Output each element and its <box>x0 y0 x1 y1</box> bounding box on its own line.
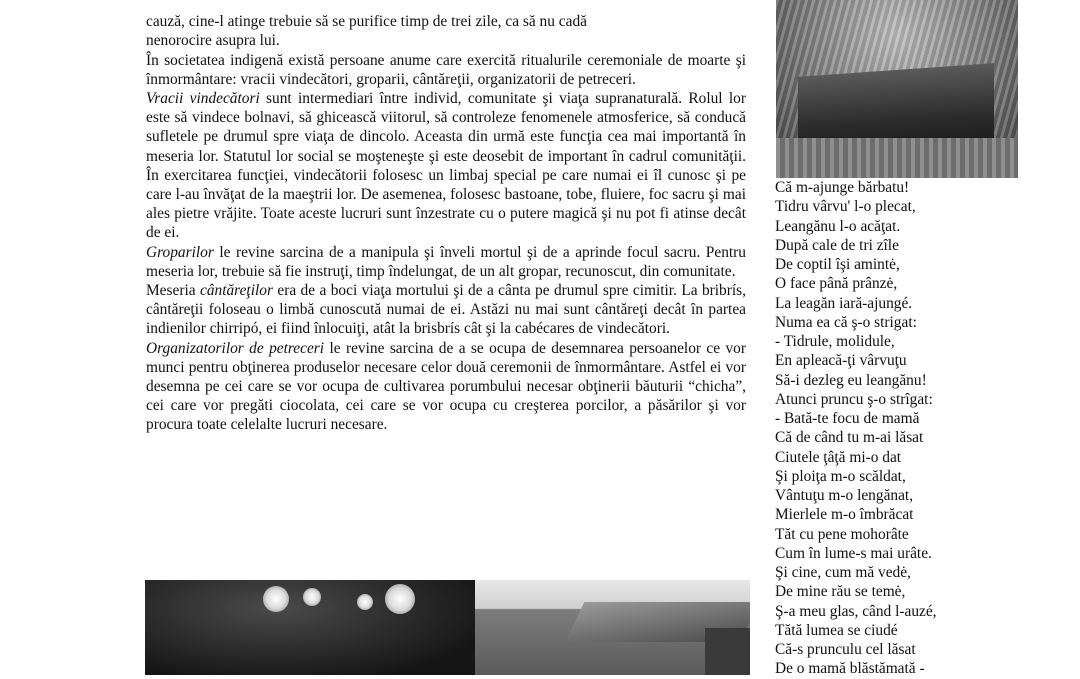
term-organizers: Organizatorilor de petreceri <box>146 339 325 357</box>
poem-line: Atunci pruncu ş-o strîgat: <box>775 390 933 408</box>
singers-intro: Meseria <box>146 282 200 300</box>
poem-line: După cale de tri zîle <box>775 236 899 254</box>
poem-line: O face până prânzė, <box>775 275 898 293</box>
poem-line: Cum în lume-s mai urâte. <box>775 544 932 562</box>
poem-line: Şi cine, cum mă vedė, <box>775 564 911 581</box>
poem-line: Tătă lumea se ciudé <box>775 621 898 639</box>
poem-line: De o mamă blăstămată - <box>775 660 925 678</box>
photo-hut <box>705 628 750 675</box>
organizers-text: le revine sarcina de a se ocupa de desemnarea persoanelor ce vor munci pentru obţinerea produselor necesare celor două ceremonii de înmormântare. Astfel ei vor desemna pe cei care se vor ocupa de cultivarea porumbului necesar obţinerii băuturii “chicha”, cei care vor pregăti ciocolata, cei care se vor ocupa cu creşterea porcilor, a păsărilor şi vor procura toate celelalte lucruri necesare. <box>146 339 746 434</box>
poem-line: Că-s prunculu cel lăsat <box>775 641 916 658</box>
poem-line: Şi ploiţa m-o scăldat, <box>775 467 906 485</box>
poem-line: Ciutele ţâţă mi-o dat <box>775 448 902 466</box>
poem-line: Tăt cu pene mohorâte <box>775 525 909 543</box>
paragraph-continued-line-1: cauză, cine-l atinge trebuie să se purifice timp de trei zile, ca să nu cadă <box>146 13 587 31</box>
singers-text: era de a boci viaţa mortului şi de a cânta pe drumul spre cimitir. La bribrís, cântăreţii foloseau o limbă cunoscută numai de ei. Astăzi nu mai sunt cântăreţi decât în partea indienilor chirripó, ei fiind înlocuiţi, atât la brisbrís cât şi la cabécares de vindecători. <box>146 282 746 338</box>
poem-line: Numa ea că ş-o strigat: <box>775 313 917 331</box>
poem-line: Mierlele m-o îmbrăcat <box>775 506 914 524</box>
poem-line: Leangănu l-o acăţat. <box>775 217 901 235</box>
poem-line: Că m-ajunge bărbatu! <box>775 179 910 196</box>
healers-text: sunt intermediari între individ, comunitate şi viaţa supranaturală. Rolul lor este să vindece bolnavi, să ghicească viitorul, să controleze fenomenele atmosferice, să conducă sufletele pe drumul spre viaţa de dincolo. Aceasta din urmă este funcţia cea mai importantă în meseria lor. Statutul lor social se moşteneşte şi este deosebit de important în cadrul comunităţii. În exercitarea funcţiei, vindecătorii folosesc un limbaj special pe care numai ei îl cunosc şi pe care l-au învăţat de la maeştrii lor. De asemenea, folosesc bastoane, tobe, fluiere, foc sacru şi mai ales pietre vrăjite. Toate aceste lucruri sunt înzestrate cu o putere magică şi nu pot fi atinse decât de ei. <box>146 90 746 242</box>
photo-bottom <box>145 580 750 675</box>
term-gravediggers: Groparilor <box>146 243 214 261</box>
poem-line: Să-i dezleg eu leangănu! <box>775 371 927 389</box>
poem-line: Că de când tu m-ai lăsat <box>775 429 924 447</box>
poem-line: En apleacă-ţi vârvuţu <box>775 352 907 370</box>
paragraph-healers <box>146 89 746 243</box>
gravediggers-text: le revine sarcina de a manipula şi înveli mortul şi de a aprinde focul sacru. Pentru meseria lor, trebuie să fie instruţi, timp îndelungat, de un alt gropar, recunoscut, din comunitate. <box>146 243 746 280</box>
article-text <box>146 0 746 435</box>
paragraph-singers <box>146 281 746 339</box>
photo-ground <box>776 138 1018 178</box>
poem-line: La leagăn iară-ajungé. <box>775 294 913 312</box>
photo-top-right <box>776 0 1018 178</box>
photo-light <box>263 586 289 612</box>
poem-column <box>775 178 1015 679</box>
term-singers: cântăreţilor <box>199 282 273 300</box>
poem-line: Ş-a meu glas, când l-auzé, <box>775 602 937 620</box>
paragraph-ritual-persons: În societatea indigenă există persoane anume care exercită ritualurile ceremoniale de moarte şi înmormântare: vracii vindecători, groparii, cântăreţii, organizatorii de petreceri. <box>146 51 746 88</box>
poem-line: De mine rău se temė, <box>775 583 906 601</box>
poem-line: De coptil îşi amintė, <box>775 256 900 273</box>
paragraph-continued-line-2: nenorocire asupra lui. <box>146 32 280 50</box>
photo-light <box>303 588 321 606</box>
paragraph-organizers <box>146 339 746 435</box>
photo-light <box>385 584 415 614</box>
poem-line: Vântuţu m-o lengănat, <box>775 487 914 504</box>
poem-line: - Bată-te focu de mamă <box>775 410 920 427</box>
paragraph-gravediggers <box>146 243 746 281</box>
photo-light <box>357 594 373 610</box>
poem-line: - Tidrule, molidule, <box>775 333 895 350</box>
poem-line: Tidru vârvu' l-o plecat, <box>775 198 916 216</box>
term-healers: Vracii vindecători <box>146 90 260 108</box>
